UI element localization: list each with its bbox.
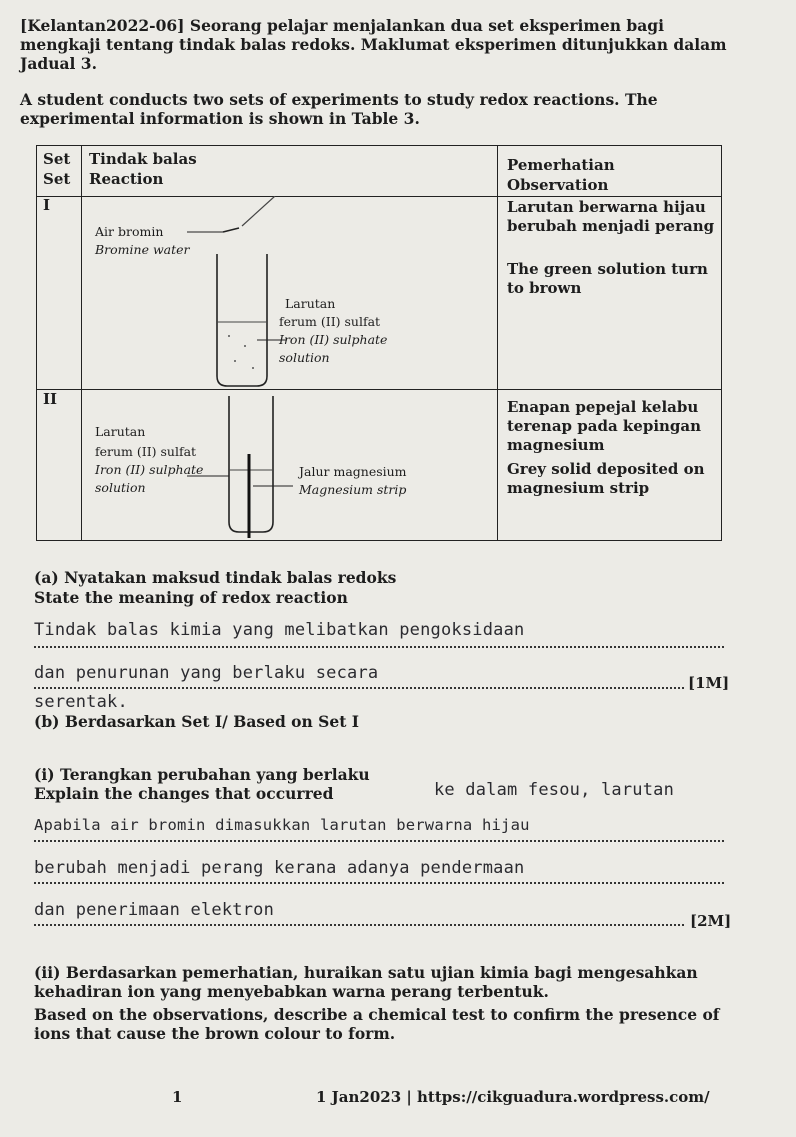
row-2-obs-ms: Enapan pepejal kelabu terenap pada kepingan magnesium: [507, 398, 702, 454]
dropper: [242, 196, 275, 226]
part-b-answer-line-2: berubah menjadi perang kerana adanya pendermaan: [34, 858, 525, 878]
row-1-label-solution-2: ferum (II) sulfat: [279, 314, 381, 329]
header-divider: [37, 196, 721, 197]
col-divider-set: [81, 146, 82, 540]
part-b-ii-question-ms: (ii) Berdasarkan pemerhatian, huraikan satu ujian kimia bagi mengesahkan kehadiran ion yang menyebabkan warna perang terbentuk.: [34, 963, 698, 1001]
row-2-label-magnesium-en: Magnesium strip: [299, 482, 407, 497]
part-b-answer-line-3: dan penerimaan elektron: [34, 900, 275, 920]
row-2-label-solution-2: ferum (II) sulfat: [95, 444, 197, 459]
row-1-label-solution-1: Larutan: [285, 296, 336, 311]
row-1-label-solution-4: solution: [279, 350, 330, 365]
part-b-ii-question-en: Based on the observations, describe a chemical test to confirm the presence of ions that cause the brown colour to form.: [34, 1005, 720, 1043]
part-a-question-en: State the meaning of redox reaction: [34, 588, 348, 607]
col-set-ms: Set: [43, 150, 71, 168]
part-a-question-ms: (a) Nyatakan maksud tindak balas redoks: [34, 568, 397, 587]
row-divider: [37, 389, 721, 390]
row-2-set: II: [43, 390, 58, 408]
row-2-label-magnesium-ms: Jalur magnesium: [299, 464, 407, 479]
col-reaction-ms: Tindak balas: [89, 150, 197, 168]
col-reaction-en: Reaction: [89, 170, 164, 188]
row-1-obs-ms: Larutan berwarna hijau berubah menjadi perang: [507, 198, 715, 235]
test-tube-diagram-set-1: [187, 196, 297, 389]
answer-line: [34, 924, 684, 926]
answer-line: [34, 687, 684, 689]
test-tube-diagram-set-2: [187, 390, 297, 540]
part-b-i-question-en: Explain the changes that occurred: [34, 784, 334, 803]
row-1-obs-en: The green solution turn to brown: [507, 260, 708, 297]
answer-line: [34, 646, 724, 648]
row-2-label-solution-1: Larutan: [95, 424, 146, 439]
row-1-set: I: [43, 196, 51, 214]
col-set-en: Set: [43, 170, 71, 188]
col-divider-obs: [497, 146, 498, 540]
part-a-answer-line-1: Tindak balas kimia yang melibatkan pengoksidaan: [34, 620, 525, 640]
col-obs-en: Observation: [507, 176, 609, 194]
row-2-label-solution-4: solution: [95, 480, 146, 495]
part-a-answer-line-3: serentak.: [34, 692, 128, 712]
question-header-en: A student conducts two sets of experiments to study redox reactions. The experimental information is shown in Table 3.: [20, 90, 658, 128]
experiment-table: [36, 145, 722, 541]
part-a-answer-line-2: dan penurunan yang berlaku secara: [34, 663, 379, 683]
row-1-label-solution-3: Iron (II) sulphate: [279, 332, 388, 347]
part-b-marks: [2M]: [690, 912, 732, 930]
test-tube: [229, 396, 273, 532]
answer-line: [34, 840, 724, 842]
row-2-obs-en: Grey solid deposited on magnesium strip: [507, 460, 705, 497]
row-1-label-bromine-ms: Air bromin: [95, 224, 164, 239]
part-a-marks: [1M]: [688, 674, 730, 692]
row-2-label-solution-3: Iron (II) sulphate: [95, 462, 204, 477]
part-b-answer-line-1: Apabila air bromin dimasukkan larutan berwarna hijau: [34, 816, 530, 834]
part-b-answer-line-0: ke dalam fesou, larutan: [434, 780, 675, 800]
test-tube: [217, 254, 267, 386]
part-b-intro: (b) Berdasarkan Set I/ Based on Set I: [34, 712, 360, 731]
col-obs-ms: Pemerhatian: [507, 156, 615, 174]
part-b-i-question-ms: (i) Terangkan perubahan yang berlaku: [34, 765, 370, 784]
question-header-ms: [Kelantan2022-06] Seorang pelajar menjalankan dua set eksperimen bagi mengkaji tentang tindak balas redoks. Maklumat eksperimen ditunjukkan dalam Jadual 3.: [20, 16, 727, 73]
answer-line: [34, 882, 724, 884]
footer-source: 1 Jan2023 | https://cikguadura.wordpress.com/: [316, 1088, 710, 1106]
page-number: 1: [172, 1088, 183, 1106]
row-1-label-bromine-en: Bromine water: [95, 242, 190, 257]
